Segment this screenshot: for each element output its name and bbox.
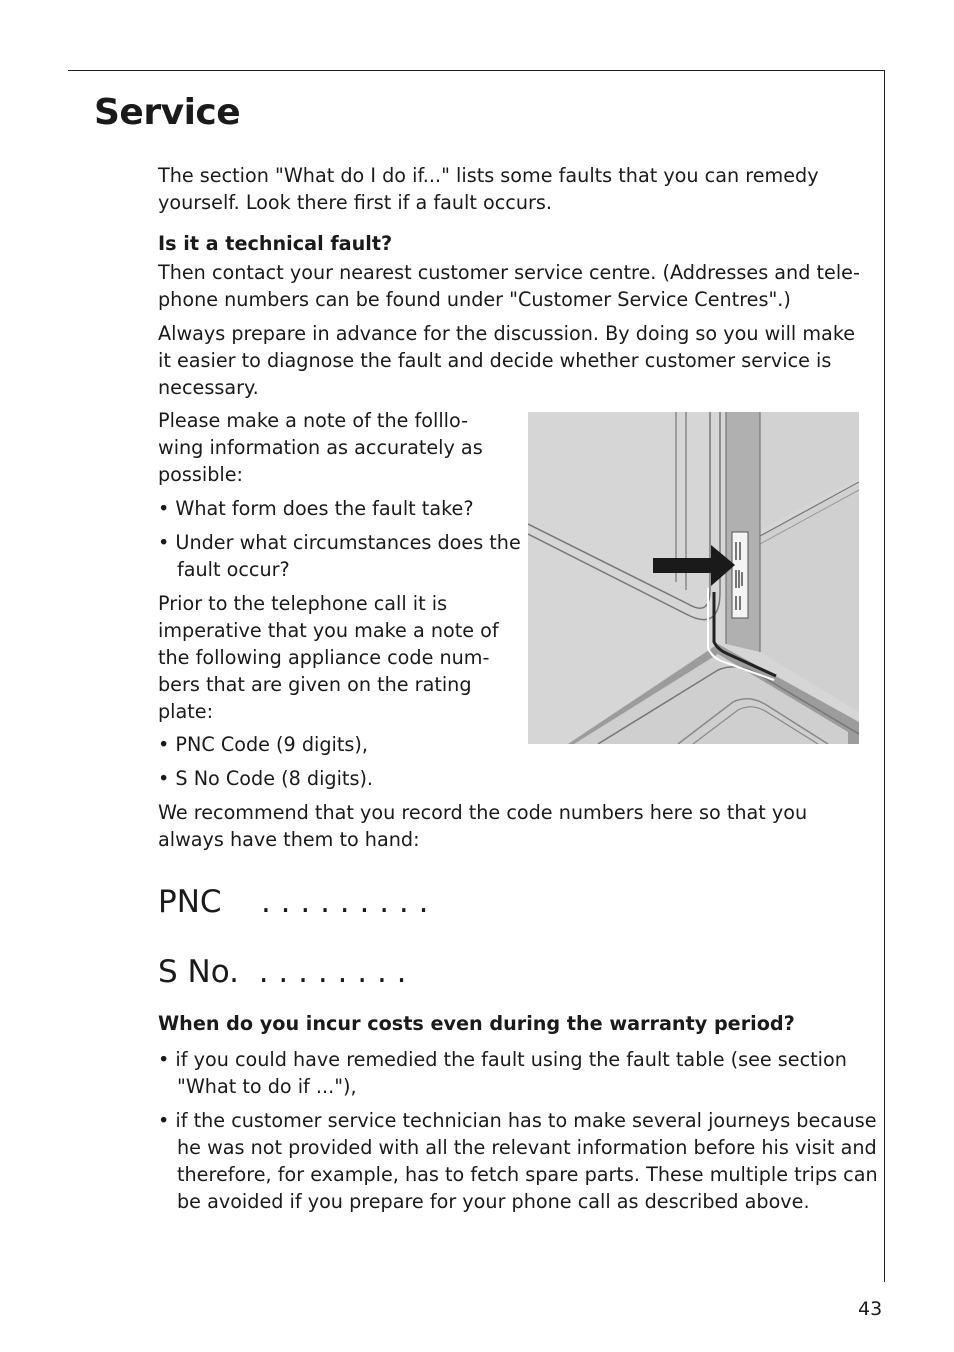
question-item: • What form does the fault take? bbox=[158, 497, 474, 520]
question-item: • Under what circumstances does the fault occur? bbox=[158, 531, 521, 581]
note-paragraph: Please make a note of the folllo-wing information as accurately as possible: bbox=[158, 409, 483, 486]
sno-record-line: S No. . . . . . . . . bbox=[158, 954, 407, 990]
prepare-paragraph: Always prepare in advance for the discussion. By doing so you will make it easier to diagnose the fault and decide whether customer service is necessary. bbox=[158, 322, 856, 399]
code-item-sno: • S No Code (8 digits). bbox=[158, 767, 374, 790]
page-number: 43 bbox=[858, 1298, 883, 1320]
top-rule bbox=[68, 70, 885, 71]
page-title: Service bbox=[94, 92, 241, 133]
warranty-item: • if you could have remedied the fault using the fault table (see section "What to do if ..."), bbox=[158, 1048, 847, 1098]
recommend-paragraph: We recommend that you record the code numbers here so that you always have them to hand: bbox=[158, 801, 808, 851]
pnc-record-line: PNC . . . . . . . . . bbox=[158, 884, 429, 920]
warranty-item: • if the customer service technician has to make several journeys because he was not provided with all the relevant information before his visit and therefore, for example, has to fetch spare parts. These multiple trips can be avoided if you prepare for your phone call as described above. bbox=[158, 1109, 878, 1213]
technical-fault-heading: Is it a technical fault? bbox=[158, 232, 393, 255]
prior-call-paragraph: Prior to the telephone call it is imperative that you make a note of the following appliance code num-bers that are given on the rating plate: bbox=[158, 592, 499, 723]
technical-fault-paragraph: Then contact your nearest customer service centre. (Addresses and tele-phone numbers can be found under "Customer Service Centres".) bbox=[158, 261, 860, 311]
rating-plate-location-illustration bbox=[528, 412, 859, 744]
right-rule bbox=[884, 70, 885, 1282]
intro-paragraph: The section "What do I do if..." lists some faults that you can remedy yourself. Look there first if a fault occurs. bbox=[158, 164, 819, 214]
code-item-pnc: • PNC Code (9 digits), bbox=[158, 733, 368, 756]
warranty-heading: When do you incur costs even during the warranty period? bbox=[158, 1012, 795, 1035]
